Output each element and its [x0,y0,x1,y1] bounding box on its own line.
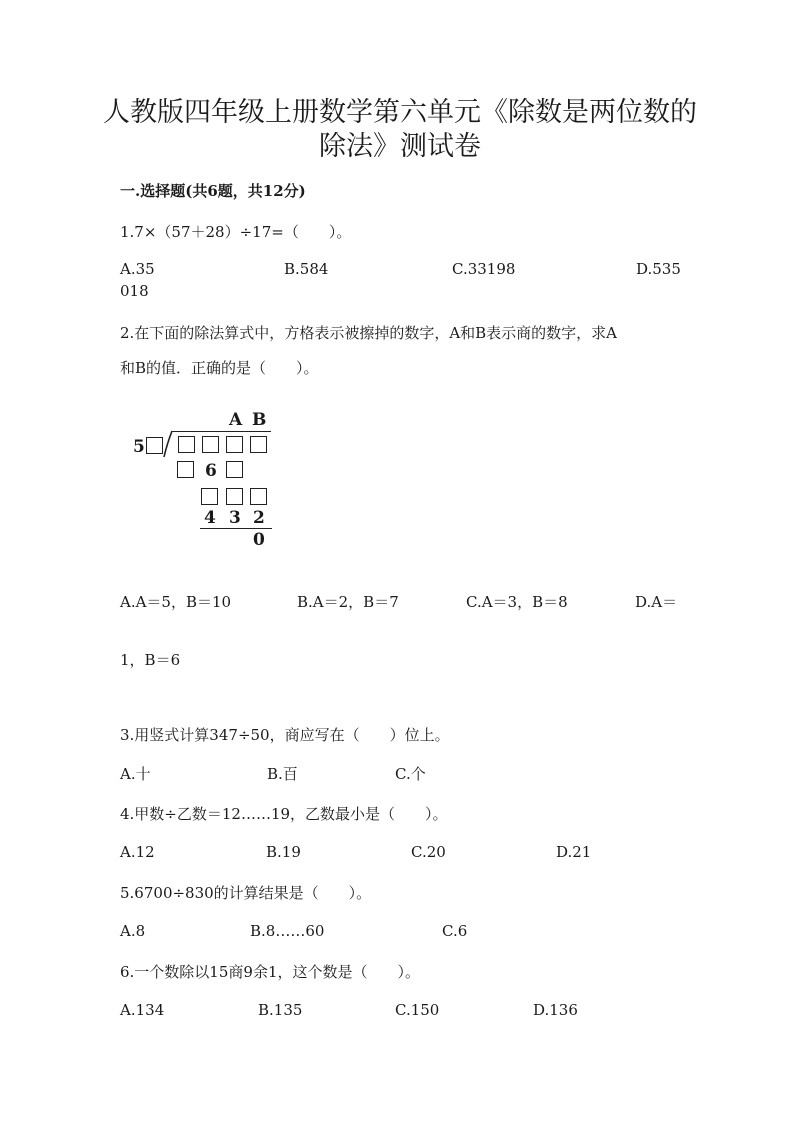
question-1-option-d[interactable]: D.535 [636,260,681,278]
divisor-digit: 5 [133,437,145,457]
partial-digit: 2 [253,508,265,528]
division-bar [172,431,271,432]
question-4-option-a[interactable]: A.12 [120,843,155,861]
question-6-option-d[interactable]: D.136 [533,1001,578,1019]
subtraction-line [200,528,272,529]
question-6-stem: 6.一个数除以15商9余1，这个数是（ ）。 [120,963,420,981]
question-5-stem: 5.6700÷830的计算结果是（ ）。 [120,884,372,902]
erased-digit-box [250,436,267,453]
question-3-option-c[interactable]: C.个 [395,765,426,783]
question-3-option-b[interactable]: B.百 [267,765,298,783]
erased-digit-box [226,436,243,453]
question-3-stem: 3.用竖式计算347÷50，商应写在（ ）位上。 [120,726,450,744]
erased-digit-box [202,436,219,453]
question-5-option-c[interactable]: C.6 [442,922,468,940]
question-6-option-c[interactable]: C.150 [395,1001,440,1019]
erased-digit-box [201,488,218,505]
question-5-option-a[interactable]: A.8 [120,922,146,940]
question-1-stem: 1.7×（57＋28）÷17=（ ）。 [120,223,352,241]
question-5-option-b[interactable]: B.8……60 [250,922,325,940]
question-2-option-d[interactable]: D.A＝ [635,593,678,611]
question-4-option-b[interactable]: B.19 [266,843,301,861]
erased-digit-box [226,488,243,505]
quotient-digit-b: B [252,410,267,430]
erased-digit-box [250,488,267,505]
question-6-option-a[interactable]: A.134 [120,1001,165,1019]
erased-digit-box [226,461,243,478]
middle-digit: 6 [205,461,217,481]
question-2-stem-line1: 2.在下面的除法算式中，方格表示被擦掉的数字，A和B表示商的数字，求A [120,324,618,342]
section-heading: 一.选择题(共6题，共12分) [120,182,306,200]
page-title-line1: 人教版四年级上册数学第六单元《除数是两位数的 [103,97,697,128]
question-1-option-b[interactable]: B.584 [284,260,329,278]
division-bracket [162,430,176,458]
page-title-line2: 除法》测试卷 [319,131,481,162]
question-1-option-c[interactable]: C.33198 [452,260,516,278]
question-2-option-b[interactable]: B.A＝2，B＝7 [297,593,399,611]
erased-digit-box [178,436,195,453]
remainder-digit: 0 [253,530,265,550]
question-2-stem-line2: 和B的值．正确的是（ ）。 [120,359,319,377]
question-2-option-d-wrap: 1，B＝6 [120,651,181,669]
partial-digit: 4 [204,508,216,528]
erased-digit-box [146,437,163,454]
partial-digit: 3 [229,508,241,528]
quotient-digit-a: A [229,410,243,430]
question-1-option-d-wrap: 018 [120,282,149,300]
erased-digit-box [177,461,194,478]
question-4-option-c[interactable]: C.20 [411,843,446,861]
question-4-stem: 4.甲数÷乙数＝12……19，乙数最小是（ ）。 [120,805,448,823]
question-3-option-a[interactable]: A.十 [120,765,151,783]
question-2-option-c[interactable]: C.A＝3，B＝8 [466,593,568,611]
question-4-option-d[interactable]: D.21 [556,843,592,861]
question-1-option-a[interactable]: A.35 [120,260,155,278]
question-6-option-b[interactable]: B.135 [258,1001,303,1019]
question-2-option-a[interactable]: A.A＝5，B＝10 [120,593,232,611]
